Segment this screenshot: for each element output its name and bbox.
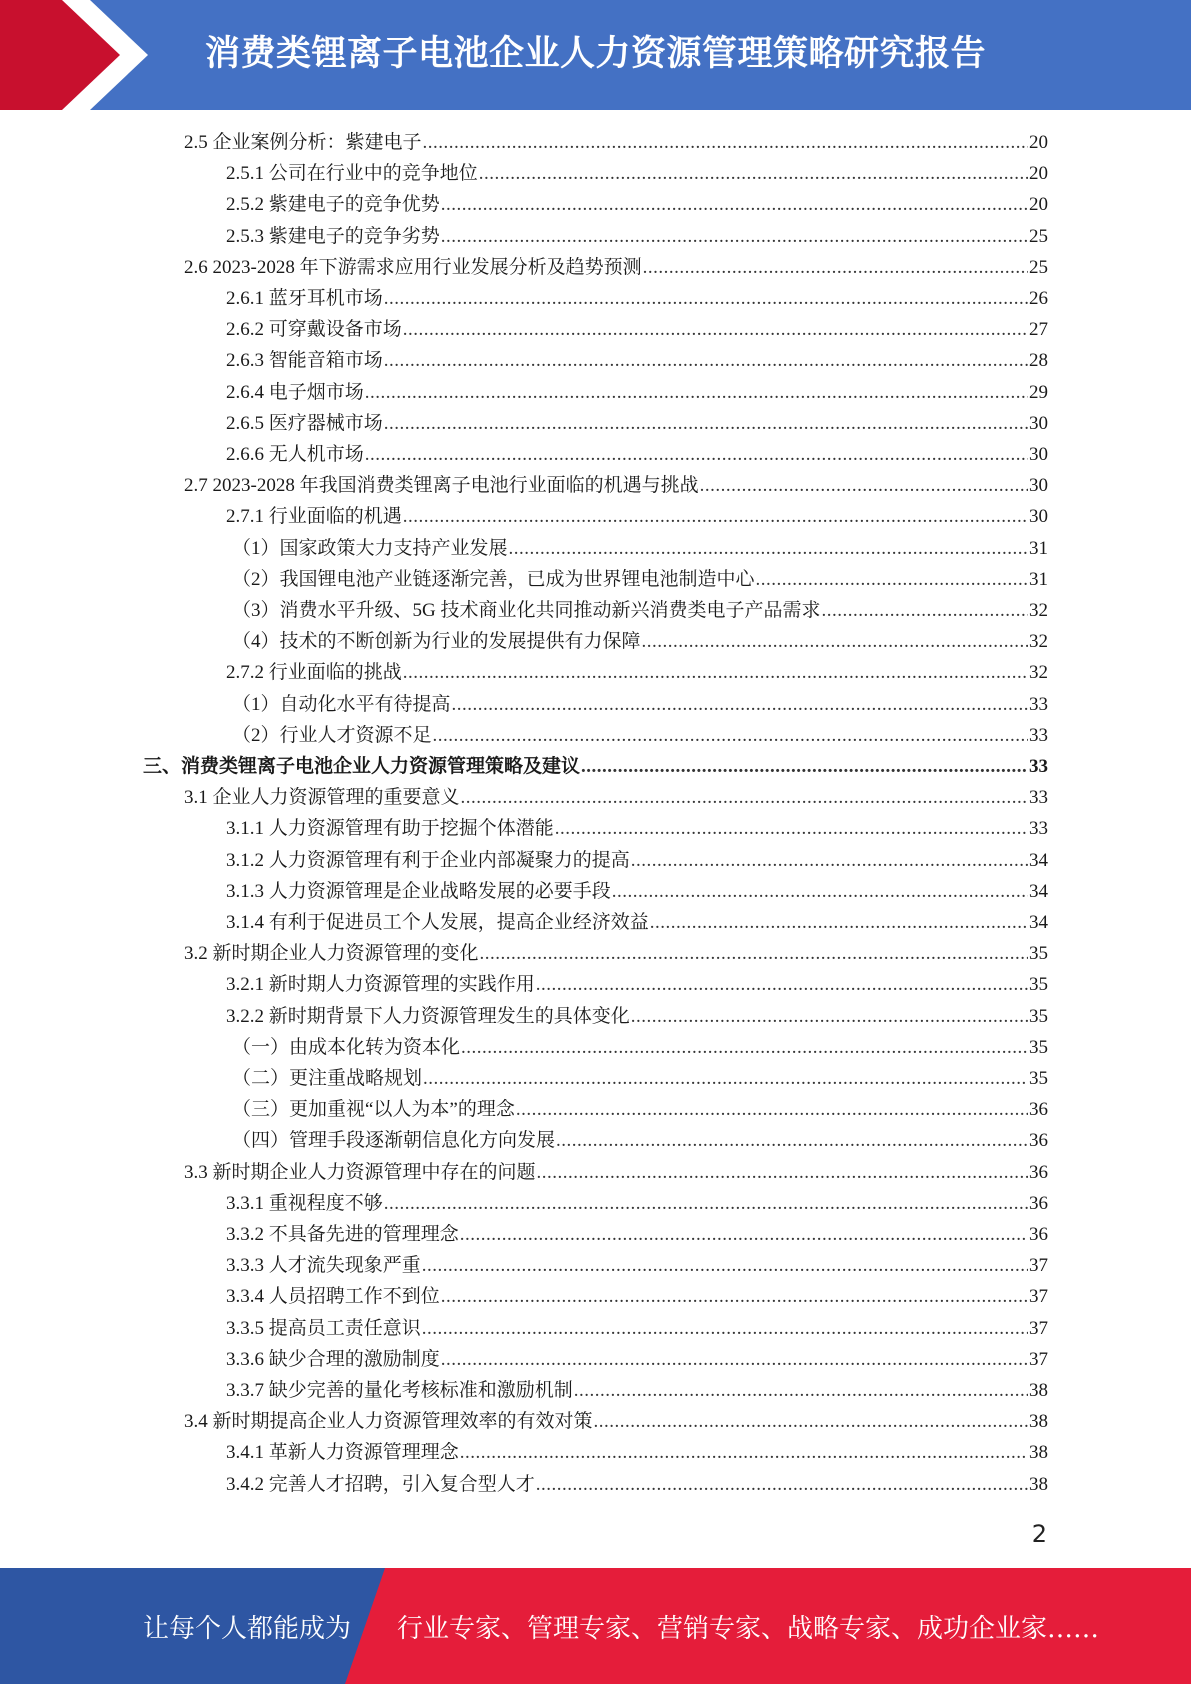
toc-entry-label: 2.7 2023-2028 年我国消费类锂离子电池行业面临的机遇与挑战 (184, 475, 699, 497)
toc-entry-page: 38 (1029, 1411, 1048, 1433)
toc-dot-leader (480, 938, 1028, 969)
toc-dot-leader (441, 1344, 1028, 1375)
toc-entry-page: 29 (1029, 381, 1048, 403)
toc-entry-label: 3.3 新时期企业人力资源管理中存在的问题 (184, 1161, 536, 1183)
toc-entry-label: 2.5.1 公司在行业中的竞争地位 (226, 163, 478, 185)
toc-entry-label: 2.6.1 蓝牙耳机市场 (226, 288, 383, 309)
toc-entry[interactable] (226, 813, 1048, 844)
toc-dot-leader (631, 1001, 1028, 1032)
toc-dot-leader (536, 1469, 1028, 1500)
toc-entry-label: 3.2.2 新时期背景下人力资源管理发生的具体变化 (226, 1005, 630, 1027)
toc-entry-page: 36 (1029, 1099, 1048, 1121)
toc-entry-page: 35 (1029, 974, 1048, 996)
toc-entry[interactable] (226, 221, 1048, 252)
toc-entry[interactable] (226, 969, 1048, 1000)
toc-entry[interactable] (232, 720, 1048, 751)
toc-entry[interactable] (184, 782, 1048, 813)
toc-dot-leader (594, 1406, 1028, 1437)
toc-dot-leader (365, 439, 1028, 470)
toc-entry[interactable] (226, 657, 1048, 688)
toc-entry[interactable] (226, 314, 1048, 345)
toc-dot-leader (555, 813, 1028, 844)
toc-entry[interactable] (226, 345, 1048, 376)
toc-entry-page: 30 (1029, 412, 1048, 434)
toc-entry-label: 2.6.2 可穿戴设备市场 (226, 319, 402, 341)
toc-dot-leader (821, 595, 1028, 626)
toc-entry-label: 三、消费类锂离子电池企业人力资源管理策略及建议 (143, 756, 581, 777)
toc-entry[interactable] (226, 876, 1048, 907)
footer-slogan-right: 行业专家、管理专家、营销专家、战略专家、成功企业家…… (397, 1614, 1100, 1644)
toc-entry[interactable] (226, 845, 1048, 876)
toc-dot-leader (461, 782, 1028, 813)
toc-dot-leader (433, 720, 1028, 751)
toc-entry[interactable] (226, 1375, 1048, 1406)
toc-entry-page: 35 (1029, 1068, 1048, 1089)
toc-entry-page: 20 (1029, 194, 1048, 216)
toc-entry[interactable] (226, 283, 1048, 314)
toc-entry[interactable] (232, 689, 1048, 720)
toc-entry[interactable] (184, 1406, 1048, 1437)
toc-entry-label: （3）消费水平升级、5G 技术商业化共同推动新兴消费类电子产品需求 (232, 600, 821, 621)
toc-entry-label: （4）技术的不断创新为行业的发展提供有力保障 (232, 631, 641, 653)
toc-entry[interactable] (232, 626, 1048, 657)
toc-dot-leader (384, 345, 1028, 376)
toc-entry-label: 3.3.3 人才流失现象严重 (226, 1255, 421, 1277)
toc-entry-page: 33 (1029, 693, 1048, 715)
toc-dot-leader (460, 1437, 1028, 1468)
toc-dot-leader (403, 657, 1028, 688)
toc-entry-page: 37 (1029, 1348, 1048, 1370)
toc-entry-label: 3.1.1 人力资源管理有助于挖掘个体潜能 (226, 818, 554, 840)
toc-entry[interactable] (226, 1437, 1048, 1468)
toc-entry-label: 2.6.5 医疗器械市场 (226, 412, 383, 434)
toc-dot-leader (461, 1032, 1028, 1063)
toc-entry[interactable] (184, 252, 1048, 283)
toc-entry-page: 26 (1029, 288, 1048, 309)
toc-dot-leader (384, 408, 1028, 439)
toc-dot-leader (516, 1094, 1028, 1125)
toc-dot-leader (365, 377, 1028, 408)
toc-entry[interactable] (226, 439, 1048, 470)
toc-entry-page: 30 (1029, 475, 1048, 497)
toc-entry-label: 3.1.2 人力资源管理有利于企业内部凝聚力的提高 (226, 849, 630, 871)
toc-dot-leader (384, 1188, 1028, 1219)
toc-entry[interactable] (226, 1281, 1048, 1312)
toc-entry-label: （一）由成本化转为资本化 (232, 1036, 461, 1058)
toc-entry[interactable] (226, 158, 1048, 189)
page-header (0, 0, 1191, 110)
toc-entry-label: 2.7.1 行业面临的机遇 (226, 506, 402, 528)
toc-entry[interactable] (184, 1157, 1048, 1188)
toc-entry-label: 2.6 2023-2028 年下游需求应用行业发展分析及趋势预测 (184, 256, 642, 278)
toc-entry-label: 3.3.6 缺少合理的激励制度 (226, 1348, 440, 1370)
toc-entry-label: （二）更注重战略规划 (232, 1068, 423, 1089)
toc-entry-page: 31 (1029, 537, 1048, 559)
toc-dot-leader (756, 564, 1028, 595)
toc-entry[interactable] (226, 1188, 1048, 1219)
toc-entry-page: 35 (1029, 943, 1048, 965)
toc-dot-leader (643, 252, 1028, 283)
toc-entry-page: 25 (1029, 225, 1048, 247)
toc-entry[interactable] (226, 408, 1048, 439)
page-number: 2 (1031, 1520, 1047, 1548)
toc-entry-label: （四）管理手段逐渐朝信息化方向发展 (232, 1130, 556, 1152)
toc-dot-leader (452, 689, 1028, 720)
toc-entry-label: 2.6.6 无人机市场 (226, 444, 364, 465)
toc-dot-leader (581, 751, 1028, 782)
toc-dot-leader (403, 501, 1028, 532)
footer-slogan-left: 让每个人都能成为 (143, 1614, 352, 1644)
toc-entry-page: 32 (1029, 631, 1048, 653)
toc-entry[interactable] (226, 907, 1048, 938)
toc-entry-page: 25 (1029, 256, 1048, 278)
page-footer (0, 1568, 1191, 1684)
toc-entry-page: 32 (1029, 600, 1048, 621)
toc-entry-page: 30 (1029, 506, 1048, 528)
toc-entry-page: 34 (1029, 912, 1048, 933)
toc-entry[interactable] (226, 1001, 1048, 1032)
toc-entry-label: 3.3.7 缺少完善的量化考核标准和激励机制 (226, 1380, 573, 1401)
toc-dot-leader (650, 907, 1028, 938)
toc-entry-label: 3.2 新时期企业人力资源管理的变化 (184, 943, 479, 965)
toc-entry-label: 3.1.4 有利于促进员工个人发展，提高企业经济效益 (226, 912, 649, 933)
toc-dot-leader (423, 127, 1028, 158)
toc-dot-leader (403, 314, 1028, 345)
header-arrow-decoration (0, 0, 160, 110)
toc-entry-page: 32 (1029, 662, 1048, 684)
toc-entry-label: 3.4.2 完善人才招聘，引入复合型人才 (226, 1473, 535, 1495)
toc-dot-leader (556, 1125, 1028, 1156)
toc-entry-page: 33 (1029, 818, 1048, 840)
toc-entry[interactable] (226, 189, 1048, 220)
toc-dot-leader (537, 1157, 1028, 1188)
toc-entry[interactable] (226, 1344, 1048, 1375)
toc-dot-leader (422, 1313, 1028, 1344)
toc-entry-page: 36 (1029, 1130, 1048, 1152)
toc-entry[interactable] (226, 1219, 1048, 1250)
toc-entry[interactable] (226, 377, 1048, 408)
toc-entry-label: 3.4 新时期提高企业人力资源管理效率的有效对策 (184, 1411, 593, 1433)
toc-entry[interactable] (232, 533, 1048, 564)
toc-entry-page: 36 (1029, 1192, 1048, 1214)
toc-entry-page: 37 (1029, 1286, 1048, 1308)
toc-entry-label: （2）行业人才资源不足 (232, 724, 432, 746)
toc-entry-label: （三）更加重视“以人为本”的理念 (232, 1099, 515, 1121)
toc-entry-page: 27 (1029, 319, 1048, 341)
toc-entry-page: 34 (1029, 880, 1048, 902)
toc-entry-page: 37 (1029, 1317, 1048, 1339)
toc-entry-label: 3.2.1 新时期人力资源管理的实践作用 (226, 974, 535, 996)
toc-entry-label: 3.4.1 革新人力资源管理理念 (226, 1442, 459, 1464)
toc-entry[interactable] (184, 127, 1048, 158)
toc-entry[interactable] (232, 1094, 1048, 1125)
toc-entry[interactable] (232, 564, 1048, 595)
toc-entry-page: 20 (1029, 132, 1048, 153)
toc-entry-label: 2.7.2 行业面临的挑战 (226, 662, 402, 684)
toc-dot-leader (536, 969, 1028, 1000)
toc-entry-page: 36 (1029, 1224, 1048, 1245)
toc-dot-leader (612, 876, 1028, 907)
toc-entry-label: （1）自动化水平有待提高 (232, 693, 451, 715)
toc-entry-label: 3.3.2 不具备先进的管理理念 (226, 1224, 459, 1245)
report-title: 消费类锂离子电池企业人力资源管理策略研究报告 (205, 34, 987, 74)
toc-entry-page: 31 (1029, 568, 1048, 590)
toc-entry-page: 33 (1029, 787, 1048, 809)
toc-entry-label: 3.3.1 重视程度不够 (226, 1192, 383, 1214)
toc-entry-page: 38 (1029, 1442, 1048, 1464)
toc-entry-page: 33 (1029, 756, 1048, 777)
toc-dot-leader (631, 845, 1028, 876)
toc-entry[interactable] (232, 595, 1048, 626)
toc-dot-leader (423, 1063, 1028, 1094)
toc-entry[interactable] (226, 1250, 1048, 1281)
toc-entry[interactable] (226, 1469, 1048, 1500)
toc-dot-leader (700, 470, 1028, 501)
toc-entry-page: 38 (1029, 1380, 1048, 1401)
toc-entry-page: 33 (1029, 724, 1048, 746)
toc-dot-leader (509, 533, 1028, 564)
toc-entry[interactable] (226, 501, 1048, 532)
toc-entry-label: 3.1 企业人力资源管理的重要意义 (184, 787, 460, 809)
toc-entry[interactable] (184, 470, 1048, 501)
toc-entry[interactable] (232, 1032, 1048, 1063)
toc-entry-label: 2.6.3 智能音箱市场 (226, 350, 383, 372)
toc-dot-leader (441, 1281, 1028, 1312)
toc-entry-label: （1）国家政策大力支持产业发展 (232, 537, 508, 559)
toc-dot-leader (441, 189, 1028, 220)
toc-entry[interactable] (232, 1063, 1048, 1094)
toc-entry-label: 3.3.4 人员招聘工作不到位 (226, 1286, 440, 1308)
toc-entry-label: 2.5.3 紫建电子的竞争劣势 (226, 225, 440, 247)
toc-entry-page: 37 (1029, 1255, 1048, 1277)
toc-entry-page: 30 (1029, 444, 1048, 465)
toc-entry-page: 28 (1029, 350, 1048, 372)
toc-entry-label: 3.1.3 人力资源管理是企业战略发展的必要手段 (226, 880, 611, 902)
toc-entry[interactable] (232, 1125, 1048, 1156)
toc-entry[interactable] (184, 938, 1048, 969)
toc-entry-page: 38 (1029, 1473, 1048, 1495)
toc-dot-leader (441, 221, 1028, 252)
toc-dot-leader (422, 1250, 1028, 1281)
toc-dot-leader (479, 158, 1028, 189)
toc-entry[interactable] (143, 751, 1048, 782)
toc-entry-label: 2.5.2 紫建电子的竞争优势 (226, 194, 440, 216)
toc-entry-label: 2.5 企业案例分析：紫建电子 (184, 132, 422, 153)
toc-dot-leader (574, 1375, 1028, 1406)
toc-entry-page: 20 (1029, 163, 1048, 185)
toc-dot-leader (642, 626, 1028, 657)
toc-entry-page: 36 (1029, 1161, 1048, 1183)
toc-dot-leader (460, 1219, 1028, 1250)
toc-entry-label: （2）我国锂电池产业链逐渐完善，已成为世界锂电池制造中心 (232, 568, 755, 590)
toc-entry-page: 35 (1029, 1036, 1048, 1058)
toc-entry-page: 34 (1029, 849, 1048, 871)
toc-entry-label: 3.3.5 提高员工责任意识 (226, 1317, 421, 1339)
toc-dot-leader (384, 283, 1028, 314)
toc-entry[interactable] (226, 1313, 1048, 1344)
toc-entry-page: 35 (1029, 1005, 1048, 1027)
toc-entry-label: 2.6.4 电子烟市场 (226, 381, 364, 403)
